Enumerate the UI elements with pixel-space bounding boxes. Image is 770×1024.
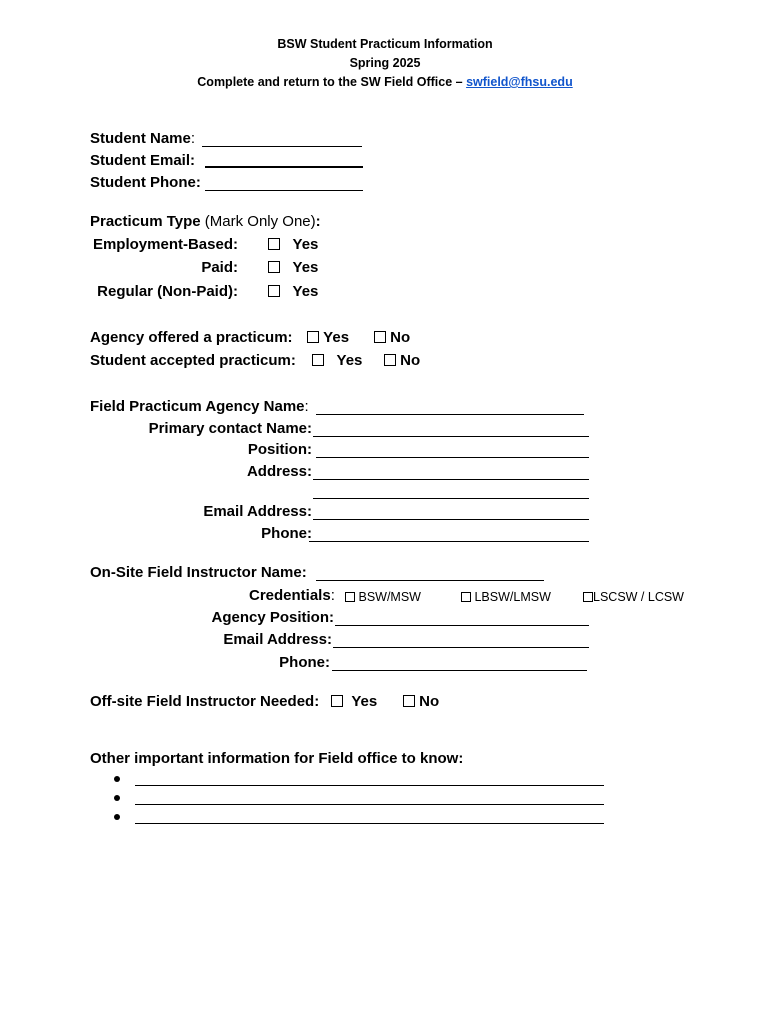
agency-email-label: Email Address: [203, 503, 312, 520]
address-field[interactable] [313, 463, 589, 480]
credential-lscsw-lcsw-checkbox[interactable] [583, 592, 593, 602]
offsite-no-option [403, 693, 439, 711]
employment-based-yes: Yes [292, 236, 319, 253]
other-info-label: Other important information for Field office to know: [90, 750, 464, 767]
agency-position-field[interactable] [335, 609, 589, 626]
regular-option [268, 283, 318, 301]
credential-bsw-msw-checkbox[interactable] [345, 592, 355, 602]
agency-offered-label: Agency offered a practicum: [90, 329, 293, 346]
form-title: BSW Student Practicum Information [277, 37, 493, 51]
employment-based-label: Employment-Based: [92, 236, 238, 253]
paid-option [268, 259, 318, 277]
regular-label: Regular (Non-Paid): [97, 283, 238, 300]
agency-offered-yes-label: Yes [323, 329, 350, 346]
agency-name-row [90, 398, 309, 416]
agency-name-field[interactable] [316, 398, 584, 415]
student-name-row [90, 130, 195, 148]
other-info-field-3[interactable] [135, 808, 604, 824]
student-accepted-yes-option [312, 352, 362, 370]
paid-label: Paid: [201, 259, 238, 276]
credential-bsw-msw-option [345, 589, 421, 605]
student-accepted-yes-checkbox[interactable] [312, 354, 324, 366]
instruction-text: Complete and return to the SW Field Office – [197, 75, 467, 89]
student-accepted-yes-label: Yes [336, 352, 363, 369]
credentials-label: Credentials [249, 587, 331, 604]
student-name-field[interactable] [202, 131, 362, 147]
practicum-type-note: (Mark Only One) [200, 213, 316, 230]
practicum-type-heading [90, 213, 321, 231]
credentials-row [249, 587, 335, 605]
credentials-colon: : [330, 587, 335, 604]
practicum-type-colon: : [315, 213, 321, 230]
primary-contact-label: Primary contact Name: [148, 420, 312, 437]
credential-lbsw-lmsw-checkbox[interactable] [461, 592, 471, 602]
offsite-no-label: No [419, 693, 440, 710]
agency-offered-no-option [374, 329, 410, 347]
agency-offered-no-label: No [390, 329, 411, 346]
bullet-1-icon [114, 776, 120, 782]
student-name-colon: : [190, 130, 196, 147]
agency-name-label: Field Practicum Agency Name [90, 398, 305, 415]
student-phone-label: Student Phone: [90, 174, 201, 191]
credential-lscsw-lcsw-option [583, 589, 684, 605]
instructor-phone-field[interactable] [332, 654, 587, 671]
other-info-field-1[interactable] [135, 770, 604, 786]
instructor-phone-label: Phone: [279, 654, 330, 671]
employment-based-option [268, 236, 318, 254]
agency-email-field[interactable] [313, 503, 589, 520]
address-label: Address: [246, 463, 312, 480]
offsite-yes-option [331, 693, 377, 711]
agency-offered-yes-checkbox[interactable] [307, 331, 319, 343]
student-accepted-no-label: No [400, 352, 421, 369]
agency-offered-no-checkbox[interactable] [374, 331, 386, 343]
offsite-yes-label: Yes [351, 693, 378, 710]
agency-position-label: Agency Position: [211, 609, 334, 626]
regular-checkbox[interactable] [268, 285, 280, 297]
instructor-email-field[interactable] [333, 631, 589, 648]
offsite-label: Off-site Field Instructor Needed: [90, 693, 320, 710]
field-office-email-link[interactable]: swfield@fhsu.edu [466, 75, 573, 89]
student-accepted-no-option [384, 352, 420, 370]
offsite-yes-checkbox[interactable] [331, 695, 343, 707]
agency-name-colon: : [304, 398, 309, 415]
address-field-line-2[interactable] [313, 482, 589, 499]
paid-yes: Yes [292, 259, 319, 276]
regular-yes: Yes [292, 283, 319, 300]
credential-lscsw-lcsw-label: LSCSW / LCSW [593, 590, 684, 604]
agency-phone-field[interactable] [309, 525, 589, 542]
instructor-name-field[interactable] [316, 564, 544, 581]
instructor-email-label: Email Address: [223, 631, 332, 648]
student-email-field[interactable] [205, 151, 363, 168]
bullet-2-icon [114, 795, 120, 801]
position-field[interactable] [316, 441, 589, 458]
student-name-label: Student Name [90, 130, 191, 147]
other-info-field-2[interactable] [135, 789, 604, 805]
student-email-label: Student Email: [90, 152, 196, 169]
form-term: Spring 2025 [349, 56, 421, 70]
student-accepted-no-checkbox[interactable] [384, 354, 396, 366]
instructor-name-label: On-Site Field Instructor Name: [90, 564, 307, 581]
credential-lbsw-lmsw-label: LBSW/LMSW [474, 590, 551, 604]
primary-contact-field[interactable] [313, 420, 589, 437]
paid-checkbox[interactable] [268, 261, 280, 273]
bullet-3-icon [114, 814, 120, 820]
agency-offered-yes-option [307, 329, 349, 347]
practicum-type-label: Practicum Type [90, 213, 201, 230]
student-accepted-label: Student accepted practicum: [90, 352, 296, 369]
position-label: Position: [247, 441, 312, 458]
form-instruction [0, 75, 770, 89]
credential-bsw-msw-label: BSW/MSW [358, 590, 421, 604]
student-phone-field[interactable] [205, 174, 363, 191]
employment-based-checkbox[interactable] [268, 238, 280, 250]
credential-lbsw-lmsw-option [461, 589, 551, 605]
offsite-no-checkbox[interactable] [403, 695, 415, 707]
agency-phone-label: Phone: [261, 525, 312, 542]
